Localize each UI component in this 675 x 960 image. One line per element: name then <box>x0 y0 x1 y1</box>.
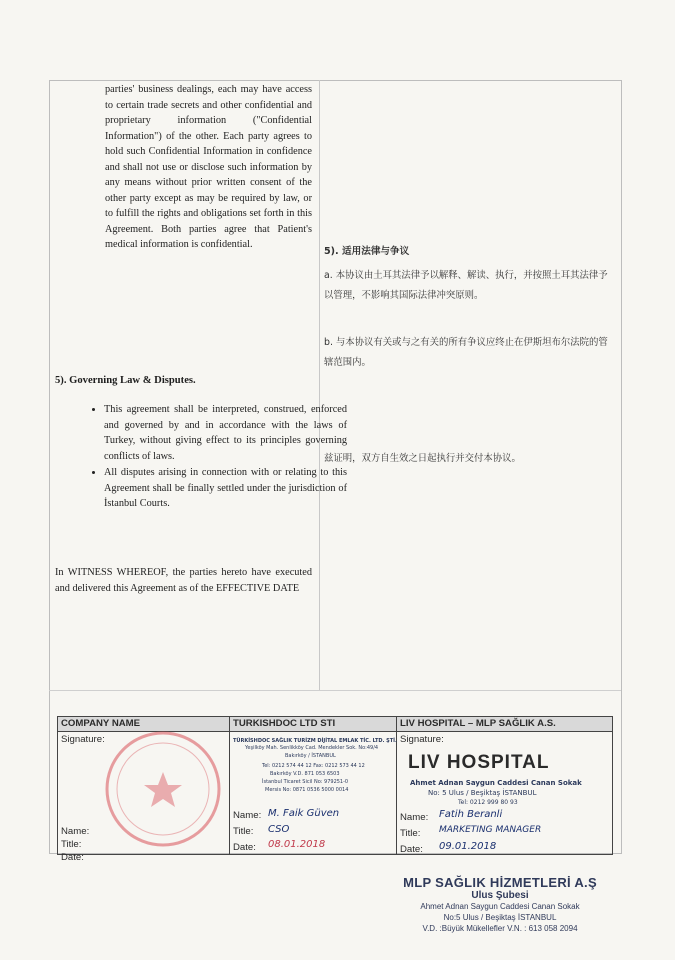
party-b-date: 09.01.2018 <box>439 841 497 852</box>
party-b-name: Fatih Beranli <box>439 809 503 820</box>
footer-stamp-address2: No:5 Ulus / Beşiktaş İSTANBUL <box>443 913 557 922</box>
stamp-a-line4: Tel: 0212 574 44 12 Fax: 0212 573 44 12 <box>262 763 365 769</box>
header-party-b: LIV HOSPITAL – MLP SAĞLIK A.S. <box>397 717 613 732</box>
liv-hospital-logo: LIV HOSPITAL <box>408 752 550 773</box>
footer-stamp-address1: Ahmet Adnan Saygun Caddesi Canan Sokak <box>420 902 580 911</box>
party-a-title: CSO <box>268 824 290 835</box>
witness-clause: In WITNESS WHEREOF, the parties hereto have executed and delivered this Agreement as of the EFFECTIVE DATE <box>55 567 312 594</box>
party-a-name: M. Faik Güven <box>268 808 340 819</box>
footer-stamp-branch: Ulus Şubesi <box>471 890 529 901</box>
confidentiality-clause: parties' business dealings, each may have access to certain trade secrets and other confidential and proprietary information ("Confidential Information") of the other. Each party agrees to hold such Confidential Information in confidence and shall not use or disclose such information by any means without prior written consent of the other party except as may be required by law, or to fulfill the rights and obligations set forth in this Agreement. Both parties agree that Patient's medical information is confidential. <box>105 84 312 250</box>
stamp-b-tel: Tel: 0212 999 80 93 <box>458 799 518 806</box>
party-b-title: MARKETING MANAGER <box>439 825 542 835</box>
governing-law-bullet-2: • All disputes arising in connection with or relating to this Agreement shall be finally settled under the jurisdiction of İstanbul Courts. <box>104 465 347 512</box>
header-party-a: TURKISHDOC LTD STI <box>230 717 397 732</box>
stamp-a-line1: TÜRKİSHDOC SAĞLIK TURİZM DİJİTAL EMLAK TİC. LTD. ŞTİ. <box>233 738 397 744</box>
party-a-date: 08.01.2018 <box>268 839 326 850</box>
stamp-a-line7: Mersis No: 0871 0536 5000 0014 <box>265 787 349 793</box>
stamp-a-line3: Bakırköy / İSTANBUL <box>285 753 336 759</box>
red-company-seal <box>98 728 228 850</box>
stamp-b-address1: Ahmet Adnan Saygun Caddesi Canan Sokak <box>410 779 582 787</box>
footer-stamp <box>400 875 600 934</box>
date-label: Date: <box>61 852 84 863</box>
title-label: Title: <box>61 839 82 850</box>
header-company-name: COMPANY NAME <box>58 717 230 732</box>
party-b-signature-label: Signature: <box>400 734 444 745</box>
footer-stamp-title: MLP SAĞLIK HİZMETLERİ A.Ş <box>403 875 597 890</box>
chinese-heading: 5). 适用法律与争议 <box>324 246 410 257</box>
chinese-clause-a: a. 本协议由土耳其法律予以解释、解读、执行，并按照土耳其法律予以管理，不影响其国际法律冲突原则。 <box>324 270 608 301</box>
governing-law-heading: 5). Governing Law & Disputes. <box>55 375 196 386</box>
party-a-title-label: Title: <box>233 826 254 837</box>
stamp-a-line6: İstanbul Ticaret Sicil No: 979251-0 <box>262 779 349 785</box>
party-a-date-label: Date: <box>233 842 256 853</box>
footer-stamp-tax: V.D. :Büyük Mükellefler V.N. : 613 058 2094 <box>422 924 578 933</box>
party-b-title-label: Title: <box>400 828 421 839</box>
chinese-witness: 兹证明，双方自生效之日起执行并交付本协议。 <box>324 453 521 464</box>
column-divider <box>319 80 320 690</box>
stamp-a-line2: Yeşilköy Mah. Senlikköy Cad. Mendekler Sok. No:49/4 <box>245 745 379 751</box>
party-b-date-label: Date: <box>400 844 423 855</box>
signature-label: Signature: <box>61 734 105 745</box>
chinese-clause-b: b. 与本协议有关或与之有关的所有争议应终止在伊斯坦布尔法院的管辖范围内。 <box>324 337 608 368</box>
party-b-name-label: Name: <box>400 812 429 823</box>
stamp-a-line5: Bakırköy V.D. 871 053 6503 <box>270 771 340 777</box>
party-a-name-label: Name: <box>233 810 262 821</box>
governing-law-list <box>70 402 347 513</box>
stamp-b-address2: No: 5 Ulus / Beşiktaş İSTANBUL <box>428 789 537 797</box>
name-label: Name: <box>61 826 90 837</box>
governing-law-bullet-1: • This agreement shall be interpreted, construed, enforced and governed by and in accordance with the laws of Turkey, without giving effect to its principles governing conflicts of laws. <box>104 402 347 464</box>
section-divider <box>49 690 621 691</box>
